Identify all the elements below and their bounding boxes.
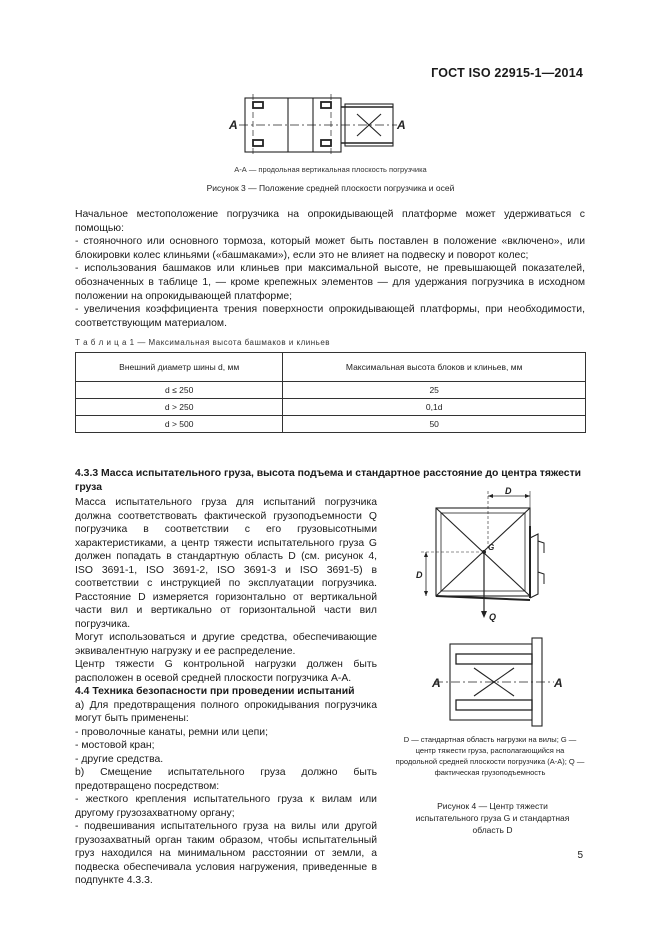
section-44-item: - проволочные канаты, ремни или цепи;: [75, 726, 268, 738]
table-cell: d > 250: [76, 399, 283, 416]
table-row: [76, 399, 586, 416]
table-row: [76, 382, 586, 399]
page-number: 5: [577, 850, 583, 861]
section-label-a-left: A: [229, 118, 238, 132]
table-row: [76, 416, 586, 433]
figure-3-caption: Рисунок 3 — Положение средней плоскости погрузчика и осей: [206, 183, 455, 193]
table-cell: 25: [283, 382, 586, 399]
section-44-item: - подвешивания испытательного груза на вилы или другой грузозахватный орган таким образом, чтобы испытательный груз находился на минимальном расстоянии от земли, а подвеска обеспечивала условия нагружения, приведенные в подпункте 4.3.3.: [75, 821, 377, 886]
section-44-item: - мостовой кран;: [75, 740, 155, 751]
dimension-d-top: D: [505, 486, 512, 496]
section-44-item: а) Для предотвращения полного опрокидывания погрузчика могут быть применены:: [75, 699, 377, 724]
dimension-d-side: D: [416, 570, 423, 580]
section-44-item: b) Смещение испытательного груза должно быть предотвращено посредством:: [75, 767, 377, 792]
section-label-a-left: A: [432, 676, 441, 690]
section-label-a-right: A: [397, 118, 406, 132]
table-cell: 0,1d: [283, 399, 586, 416]
intro-text: [75, 208, 585, 330]
intro-paragraph: - стояночного или основного тормоза, который может быть поставлен в положение «включено», или блокировки колес клиньями («башмаками»), если это не влияет на подвеску и поворот колес;: [75, 236, 585, 261]
section-433-paragraph: Центр тяжести G контрольной нагрузки должен быть расположен в осевой средней плоскости погрузчика А-А.: [75, 659, 377, 684]
figure-3-drawing: [225, 90, 410, 160]
figure-4-top-view: [430, 634, 580, 730]
section-433-paragraph: Могут использоваться и другие средства, обеспечивающие эквивалентную нагрузку и ее распределение.: [75, 632, 377, 657]
table-cell: d > 500: [76, 416, 283, 433]
table-1: [75, 352, 586, 433]
section-44-heading: 4.4 Техника безопасности при проведении испытаний: [75, 686, 355, 697]
section-44-item: - другие средства.: [75, 753, 164, 765]
table-cell: 50: [283, 416, 586, 433]
figure-4-legend: D — стандартная область нагрузки на вилы; G — центр тяжести груза, располагающийся на продольной средней плоскости погрузчика (А-А); Q — фактическая грузоподъемность: [395, 735, 585, 777]
intro-paragraph: - использования башмаков или клиньев при максимальной высоте, не превышающей показателей, обозначенных в таблице 1, — кроме крепежных элементов — для удержания погрузчика в исходном положении на опрокидывающей платформе;: [75, 263, 585, 302]
intro-paragraph: Начальное местоположение погрузчика на опрокидывающей платформе может удерживаться с помощью:: [75, 209, 585, 234]
figure-3-legend: А-А — продольная вертикальная плоскость погрузчика: [234, 165, 427, 174]
figure-4-caption: Рисунок 4 — Центр тяжести испытательного груза G и стандартная область D: [415, 801, 570, 835]
capacity-label: Q: [489, 612, 497, 622]
figure-4-side-view: [418, 486, 558, 621]
section-433-paragraph: Масса испытательного груза для испытаний погрузчика должна соответствовать фактической грузоподъемности Q погрузчика в соответствии с его грузовысотными характеристиками, а центр тяжести испытательного груза G должен попадать в стандартную область D (см. рисунок 4, ISO 3691-1, ISO 3691-2, ISO 3691-3 и ISO 3691-5) в соответствии с инструкцией по эксплуатации погрузчика. Расстояние D измеряется горизонтально от вертикальной части вил и вертикально от горизонтальной части вил погрузчика.: [75, 497, 377, 630]
standard-id: ГОСТ ISO 22915-1—2014: [431, 66, 583, 80]
section-433-heading: 4.3.3 Масса испытательного груза, высота подъема и стандартное расстояние до центра тяжести груза: [75, 468, 582, 493]
table-header: Максимальная высота блоков и клиньев, мм: [283, 353, 586, 382]
center-of-gravity-label: G: [488, 543, 495, 552]
section-44-item: - жесткого крепления испытательного груза к вилам или другому грузозахватному органу;: [75, 794, 377, 819]
section-label-a-right: A: [554, 676, 563, 690]
table-1-title: Т а б л и ц а 1 — Максимальная высота башмаков и клиньев: [75, 338, 331, 347]
intro-paragraph: - увеличения коэффициента трения поверхности опрокидывающей платформы, при необходимости, соответствующим материалом.: [75, 304, 585, 329]
left-column-text: [75, 496, 377, 888]
table-header: Внешний диаметр шины d, мм: [76, 353, 283, 382]
table-cell: d ≤ 250: [76, 382, 283, 399]
